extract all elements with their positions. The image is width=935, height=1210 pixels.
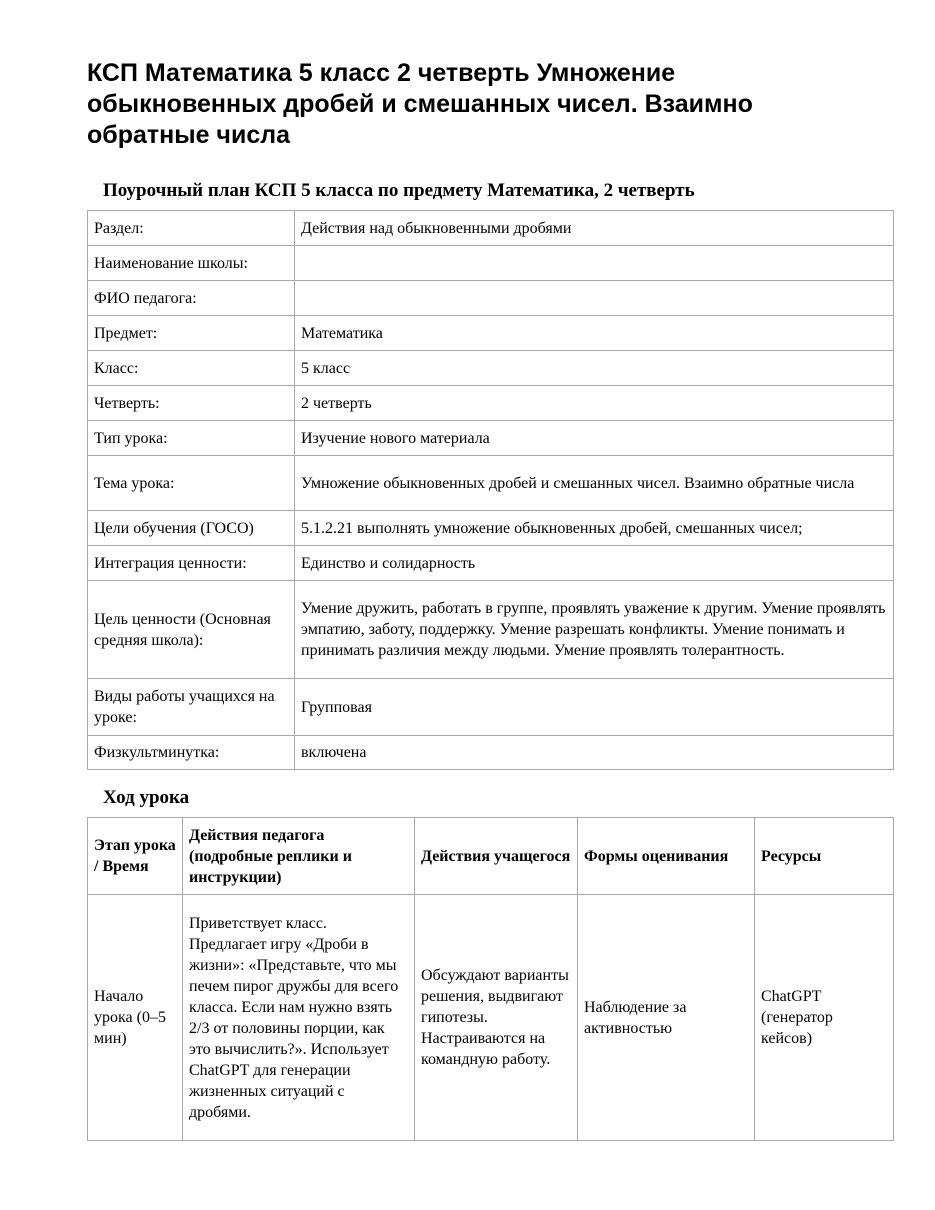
info-label: Раздел:: [88, 211, 295, 246]
table-row: [88, 456, 894, 511]
info-label: Четверть:: [88, 386, 295, 421]
info-value: Умение дружить, работать в группе, проявлять уважение к другим. Умение проявлять эмпатию, заботу, поддержку. Умение разрешать конфликты. Умение понимать и принимать различия между людьми. Умение проявлять толерантность.: [295, 581, 894, 679]
column-header-stage: Этап урока / Время: [88, 818, 183, 895]
info-value: 2 четверть: [295, 386, 894, 421]
info-value: 5 класс: [295, 351, 894, 386]
stage-cell: Начало урока (0–5 мин): [88, 895, 183, 1141]
table-row: [88, 511, 894, 546]
info-label: Интеграция ценности:: [88, 546, 295, 581]
table-row: [88, 546, 894, 581]
column-header-assessment: Формы оценивания: [578, 818, 755, 895]
document-title: КСП Математика 5 класс 2 четверть Умножение обыкновенных дробей и смешанных чисел. Взаимно обратные числа: [87, 59, 753, 149]
info-value: [295, 281, 894, 316]
info-label: Физкультминутка:: [88, 736, 295, 770]
info-value: Действия над обыкновенными дробями: [295, 211, 894, 246]
table-row: [88, 211, 894, 246]
assessment-cell: Наблюдение за активностью: [578, 895, 755, 1141]
resources-cell: ChatGPT (генератор кейсов): [755, 895, 894, 1141]
info-label: Виды работы учащихся на уроке:: [88, 679, 295, 736]
info-value: включена: [295, 736, 894, 770]
column-header-resources: Ресурсы: [755, 818, 894, 895]
info-label: Предмет:: [88, 316, 295, 351]
info-label: Наименование школы:: [88, 246, 295, 281]
table-row: [88, 895, 894, 1141]
info-value: [295, 246, 894, 281]
info-label: Тема урока:: [88, 456, 295, 511]
table-row: [88, 679, 894, 736]
column-header-teacher: Действия педагога (подробные реплики и инструкции): [183, 818, 415, 895]
lesson-info-table: [87, 210, 894, 770]
info-value: Единство и солидарность: [295, 546, 894, 581]
table-row: [88, 246, 894, 281]
info-label: Цели обучения (ГОСО): [88, 511, 295, 546]
info-value: Умножение обыкновенных дробей и смешанных чисел. Взаимно обратные числа: [295, 456, 894, 511]
info-label: Цель ценности (Основная средняя школа):: [88, 581, 295, 679]
table-header-row: [88, 818, 894, 895]
table-row: [88, 736, 894, 770]
info-label: Класс:: [88, 351, 295, 386]
lesson-flow-table: [87, 817, 894, 1141]
info-value: 5.1.2.21 выполнять умножение обыкновенных дробей, смешанных чисел;: [295, 511, 894, 546]
student-actions-cell: Обсуждают варианты решения, выдвигают гипотезы. Настраиваются на командную работу.: [415, 895, 578, 1141]
course-heading: Ход урока: [103, 787, 190, 808]
info-value: Математика: [295, 316, 894, 351]
info-label: Тип урока:: [88, 421, 295, 456]
table-row: [88, 581, 894, 679]
table-row: [88, 386, 894, 421]
table-row: [88, 281, 894, 316]
plan-heading: Поурочный план КСП 5 класса по предмету Математика, 2 четверть: [103, 180, 695, 201]
info-value: Изучение нового материала: [295, 421, 894, 456]
info-label: ФИО педагога:: [88, 281, 295, 316]
table-row: [88, 316, 894, 351]
teacher-actions-cell: Приветствует класс. Предлагает игру «Дроби в жизни»: «Представьте, что мы печем пирог дружбы для всего класса. Если нам нужно взять 2/3 от половины порции, как это вычислить?». Использует ChatGPT для генерации жизненных ситуаций с дробями.: [183, 895, 415, 1141]
column-header-student: Действия учащегося: [415, 818, 578, 895]
table-row: [88, 351, 894, 386]
table-row: [88, 421, 894, 456]
info-value: Групповая: [295, 679, 894, 736]
